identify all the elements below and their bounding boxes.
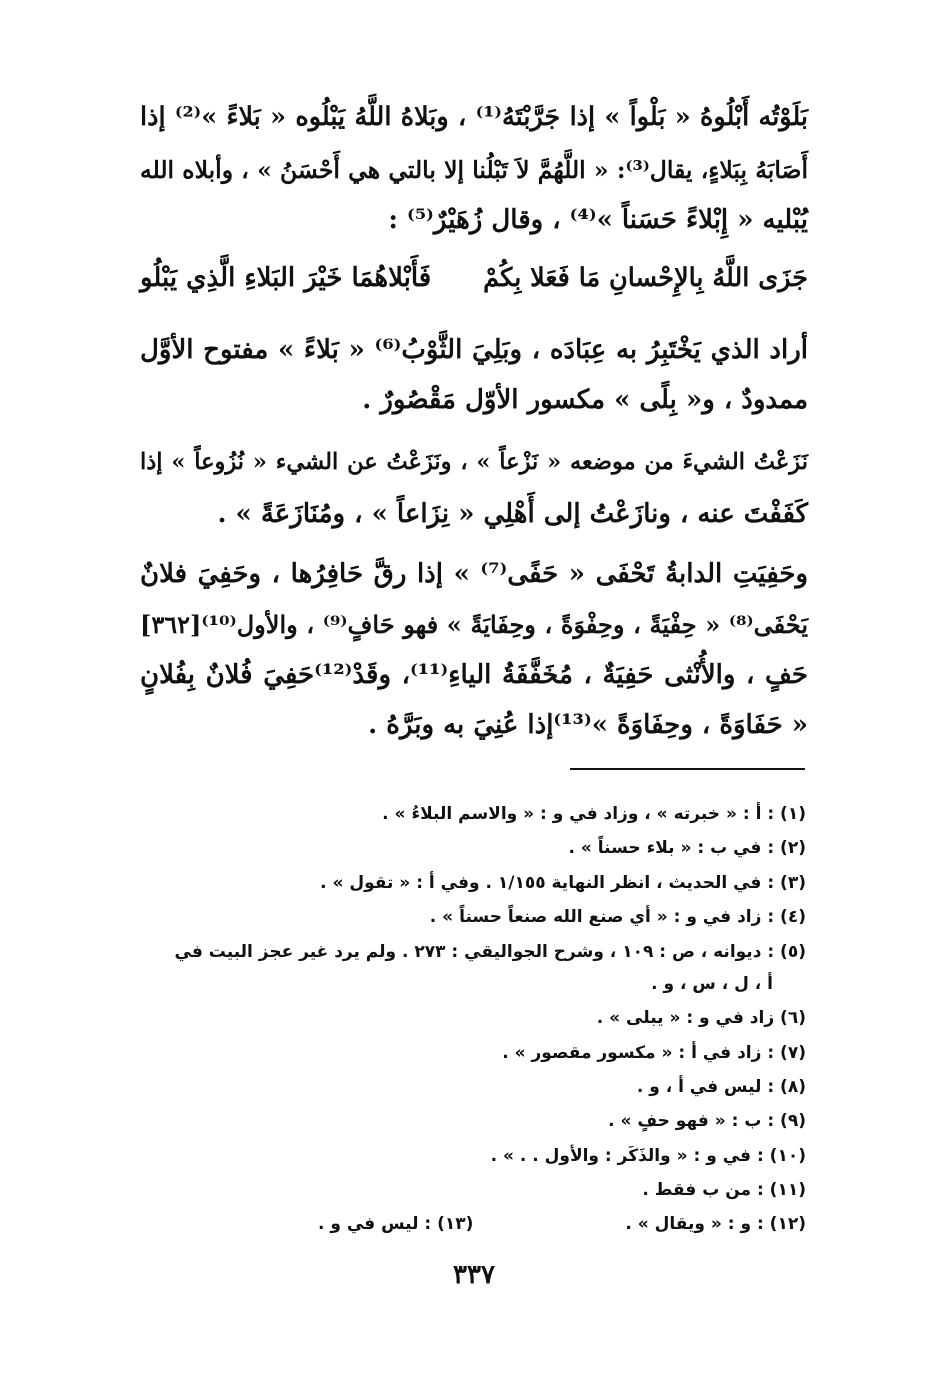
footnote: (٣) : في الحديث ، انظر النهاية ١/١٥٥ . وفي أ : « تقول » .	[320, 873, 806, 893]
footnote: (٨) : ليس في أ ، و .	[636, 1077, 806, 1097]
body-line: ممدودٌ ، و« بِلًى » مكسور الأوّل مَقْصُورٌ .	[362, 385, 808, 415]
footnote: (٥) : ديوانه ، ص : ١٠٩ ، وشرح الجواليقي : ٢٧٣ . ولم يرد غير عجز البيت في	[174, 942, 806, 962]
footnote: (١١) : من ب فقط .	[642, 1180, 806, 1200]
footnote-separator	[570, 768, 805, 770]
body-line: وحَفِيَتِ الدابةُ تَحْفَى « حَفًى⁽⁷⁾ » إذا رقَّ حَافِرُها ، وحَفِيَ فلانٌ	[140, 559, 809, 589]
footnote: (٢) : في ب : « بلاء حسناً » .	[568, 838, 806, 858]
footnote-continuation: أ ، ل ، س ، و .	[651, 974, 773, 994]
footnote: (١٣) : ليس في و .	[318, 1214, 474, 1234]
page-number: ٣٣٧	[453, 1260, 495, 1290]
footnote: (٦) زاد في و : « يبلى » .	[596, 1008, 806, 1028]
verse-first-hemistich: جَزَى اللَّهُ بِالإِحْسانِ مَا فَعَلا بِكُمْ	[483, 263, 808, 293]
footnote: (٧) : زاد في أ : « مكسور مقصور » .	[502, 1043, 806, 1063]
body-line: نَزَعْتُ الشيءَ من موضعه « نَزْعاً » ، ونَزَعْتُ عن الشيء « نُزُوعاً » إذا	[140, 449, 808, 475]
body-line: أراد الذي يَخْتَبِرُ به عِبَادَه ، وبَلِيَ الثَّوْبُ⁽⁶⁾ « بَلاءً » مفتوح الأوَّل	[140, 335, 808, 365]
body-line: كَفَفْتَ عنه ، ونازَعْتُ إلى أَهْلِي « نِزَاعاً » ، ومُنَازَعَةً » .	[217, 499, 808, 529]
poetry-verse	[140, 258, 808, 298]
body-line: « حَفَاوَةً ، وحِفَاوَةً »⁽¹³⁾إذا عُنِيَ به وبَرَّهُ .	[368, 710, 808, 740]
body-line: يُبْليه « إِبْلاءً حَسَناً »⁽⁴⁾ ، وقال زُهَيْرٌ⁽⁵⁾ :	[388, 205, 808, 235]
body-line: يَحْفَى⁽⁸⁾ « حِفْيَةً ، وحِفْوَةً ، وحِفَايَةً » فهو حَافٍ⁽⁹⁾ ، والأول⁽¹⁰⁾[٣٦٢]	[140, 610, 808, 639]
body-line: بَلَوْتُه أَبْلُوهُ « بَلْواً » إذا جَرَّبْتَهُ⁽¹⁾ ، وبَلاهُ اللَّهُ يَبْلُوه « بَلاءً »⁽²⁾ إذا	[140, 102, 809, 132]
footnote: (١٠) : في و : « والذَكَر : والأول . . » .	[490, 1146, 806, 1166]
body-line: حَفٍ ، والأُنْثى حَفِيَةٌ ، مُخَفَّفَةُ الياءِ⁽¹¹⁾، وقَدْ⁽¹²⁾حَفِيَ فُلانٌ بِفُلانٍ	[140, 660, 808, 690]
footnote: (٩) : ب : « فهو حفٍ » .	[608, 1111, 806, 1131]
footnote: (٤) : زاد في و : « أي صنع الله صنعاً حسناً » .	[429, 907, 806, 927]
footnote: (١) : أ : « خبرته » ، وزاد في و : « والاسم البلاءُ » .	[382, 804, 806, 824]
verse-second-hemistich: فَأَبْلاهُمَا خَيْرَ البَلاءِ الَّذِي يَبْلُو	[140, 263, 432, 293]
footnote: (١٢) : و : « ويقال » .	[625, 1214, 806, 1234]
body-line: أَصَابَهُ بِبَلاءٍ، يقال⁽³⁾: « اللَّهُمَّ لاَ تَبْلُنا إلا بالتي هي أَحْسَنُ » ، وأبلاه الله	[140, 156, 808, 184]
